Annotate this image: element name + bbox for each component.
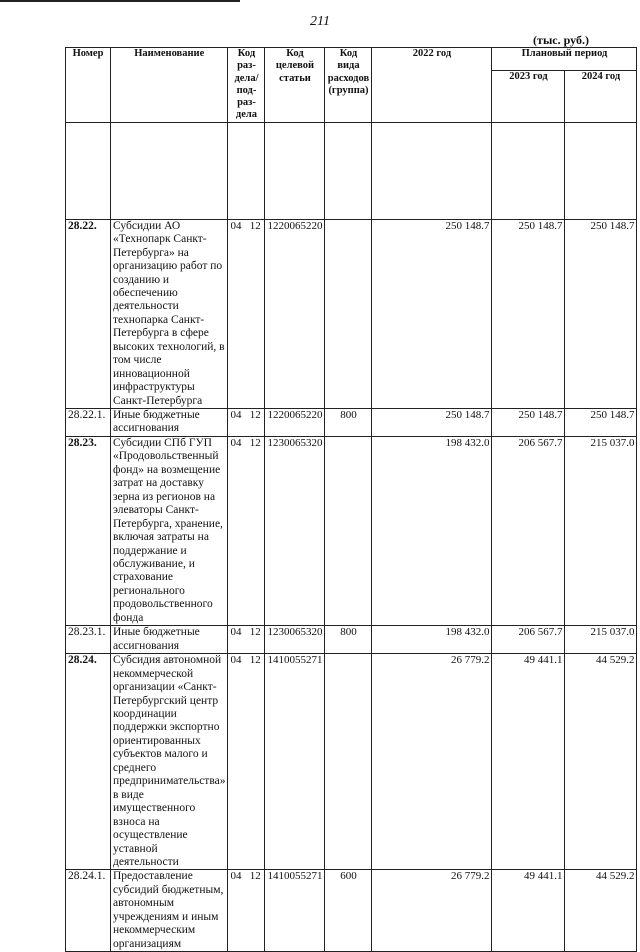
row-2022: 250 148.7 xyxy=(372,409,492,437)
row-number: 28.23. xyxy=(66,436,111,625)
table-row xyxy=(66,436,637,625)
table-row xyxy=(66,626,637,654)
header-number: Номер xyxy=(66,48,111,123)
row-number: 28.23.1. xyxy=(66,626,111,654)
row-name: Субсидии СПб ГУП «Продовольственный фонд» на возмещение затрат на доставку зерна из регионов на элеваторы Санкт-Петербурга, хранение, включая затраты на поддержание и обслуживание, и страхование регионального продовольственного фонда xyxy=(111,436,228,625)
row-2024: 44 529.2 xyxy=(565,870,637,952)
row-2024: 250 148.7 xyxy=(565,409,637,437)
table-row xyxy=(66,409,637,437)
row-2024: 215 037.0 xyxy=(565,436,637,625)
table-row xyxy=(66,870,637,952)
row-name: Иные бюджетные ассигнования xyxy=(111,409,228,437)
row-target: 1230065320 xyxy=(265,626,325,654)
row-2022: 198 432.0 xyxy=(372,436,492,625)
header-planned-period: Плановый период xyxy=(492,48,637,71)
header-2024: 2024 год xyxy=(565,71,637,123)
table-row xyxy=(66,219,637,408)
row-vid xyxy=(325,219,372,408)
row-number: 28.24.1. xyxy=(66,870,111,952)
units-label: (тыс. руб.) xyxy=(533,33,589,47)
row-2024: 215 037.0 xyxy=(565,626,637,654)
row-target: 1220065220 xyxy=(265,219,325,408)
row-vid: 600 xyxy=(325,870,372,952)
page-number: 211 xyxy=(310,14,330,29)
row-2022: 26 779.2 xyxy=(372,870,492,952)
row-2024: 250 148.7 xyxy=(565,219,637,408)
row-section: 04 12 xyxy=(228,436,265,625)
row-section: 04 12 xyxy=(228,219,265,408)
row-2024: 44 529.2 xyxy=(565,654,637,870)
header-blank-row xyxy=(66,122,637,219)
row-2023: 206 567.7 xyxy=(492,626,565,654)
row-target: 1220065220 xyxy=(265,409,325,437)
row-number: 28.22. xyxy=(66,219,111,408)
header-2023: 2023 год xyxy=(492,71,565,123)
row-section: 04 12 xyxy=(228,626,265,654)
row-2023: 250 148.7 xyxy=(492,219,565,408)
row-target: 1410055271 xyxy=(265,870,325,952)
row-number: 28.24. xyxy=(66,654,111,870)
row-section: 04 12 xyxy=(228,654,265,870)
row-vid xyxy=(325,436,372,625)
row-target: 1230065320 xyxy=(265,436,325,625)
row-name: Субсидии АО «Технопарк Санкт-Петербурга» на организацию работ по созданию и обеспечению деятельности технопарка Санкт-Петербурга в сфере высоких технологий, в том числе инновационной инфраструктуры Санкт-Петербурга xyxy=(111,219,228,408)
row-section: 04 12 xyxy=(228,870,265,952)
header-name: Наименование xyxy=(111,48,228,123)
row-vid xyxy=(325,654,372,870)
row-name: Субсидия автономной некоммерческой организации «Санкт-Петербургский центр координации поддержки экспортно ориентированных субъектов малого и среднего предпринимательства» в виде имущественного взноса на осуществление уставной деятельности xyxy=(111,654,228,870)
header-section: Код раз-дела/ под-раз-дела xyxy=(228,48,265,123)
header-2022: 2022 год xyxy=(372,48,492,123)
table-row xyxy=(66,654,637,870)
row-target: 1410055271 xyxy=(265,654,325,870)
row-section: 04 12 xyxy=(228,409,265,437)
row-2023: 49 441.1 xyxy=(492,654,565,870)
row-vid: 800 xyxy=(325,626,372,654)
row-2023: 250 148.7 xyxy=(492,409,565,437)
row-vid: 800 xyxy=(325,409,372,437)
row-name: Предоставление субсидий бюджетным, автономным учреждениям и иным некоммерческим организациям xyxy=(111,870,228,952)
header-vid: Код вида расходов (группа) xyxy=(325,48,372,123)
row-2022: 26 779.2 xyxy=(372,654,492,870)
row-name: Иные бюджетные ассигнования xyxy=(111,626,228,654)
page-top-rule xyxy=(0,0,240,2)
row-2022: 250 148.7 xyxy=(372,219,492,408)
header-target: Код целевой статьи xyxy=(265,48,325,123)
row-2022: 198 432.0 xyxy=(372,626,492,654)
row-2023: 49 441.1 xyxy=(492,870,565,952)
row-number: 28.22.1. xyxy=(66,409,111,437)
row-2023: 206 567.7 xyxy=(492,436,565,625)
budget-table xyxy=(65,47,637,952)
